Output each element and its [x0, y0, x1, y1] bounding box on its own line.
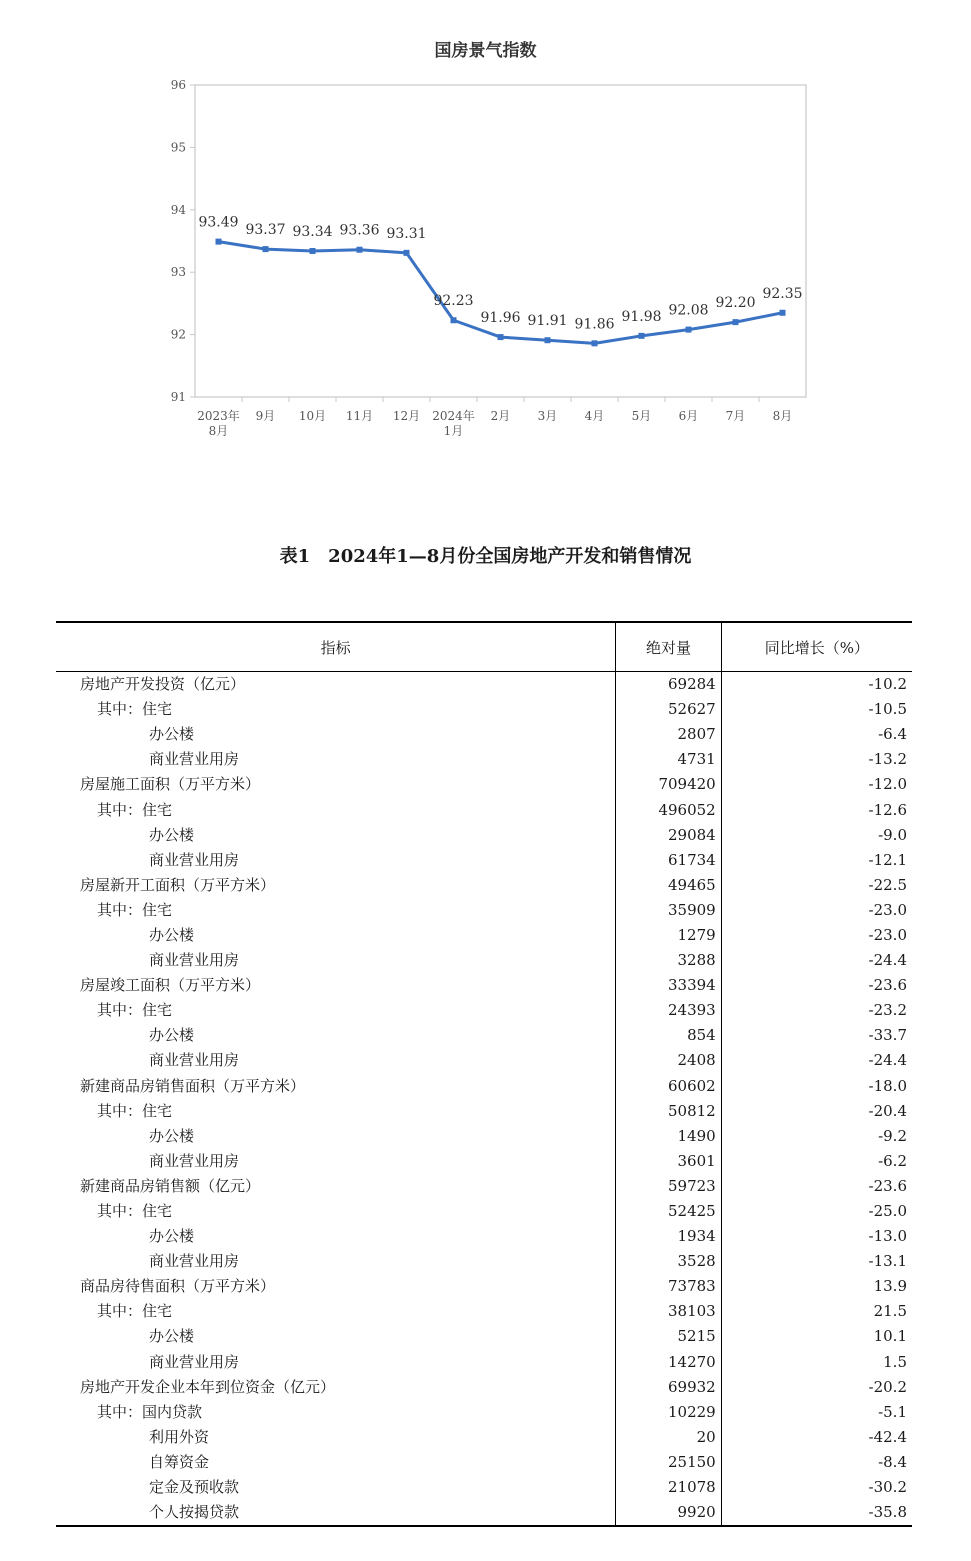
indicator-cell: 商业营业用房 — [149, 850, 240, 869]
absolute-value-cell: 35909 — [616, 898, 722, 923]
x-tick-label: 2月 — [490, 409, 511, 423]
growth-value-cell: -9.0 — [721, 823, 912, 848]
table-row — [56, 1149, 912, 1174]
growth-value-cell: -35.8 — [721, 1500, 912, 1526]
data-point — [263, 246, 269, 252]
absolute-value-cell: 3528 — [616, 1249, 722, 1274]
growth-value-cell: 10.1 — [721, 1324, 912, 1349]
absolute-value-cell: 29084 — [616, 823, 722, 848]
table-row — [56, 923, 912, 948]
table-row — [56, 823, 912, 848]
table-row — [56, 722, 912, 747]
absolute-value-cell: 2408 — [616, 1048, 722, 1073]
header-indicator: 指标 — [56, 622, 616, 672]
indicator-cell: 商业营业用房 — [149, 1252, 240, 1271]
growth-value-cell: -13.2 — [721, 747, 912, 772]
x-tick-label: 3月 — [537, 409, 558, 423]
indicator-cell: 商业营业用房 — [149, 1352, 240, 1371]
growth-value-cell: -8.4 — [721, 1450, 912, 1475]
data-label: 91.98 — [621, 308, 662, 325]
series-line — [219, 242, 783, 344]
table-row — [56, 1074, 912, 1099]
absolute-value-cell: 69932 — [616, 1375, 722, 1400]
growth-value-cell: -5.1 — [721, 1400, 912, 1425]
x-tick-label: 4月 — [584, 409, 605, 423]
data-label: 93.36 — [339, 222, 380, 239]
data-label: 92.08 — [668, 302, 709, 319]
x-tick-label: 5月 — [631, 409, 652, 423]
growth-value-cell: -30.2 — [721, 1475, 912, 1500]
table-row — [56, 672, 912, 698]
line-chart — [0, 0, 971, 460]
table-row — [56, 998, 912, 1023]
growth-value-cell: -6.2 — [721, 1149, 912, 1174]
absolute-value-cell: 52425 — [616, 1199, 722, 1224]
x-tick-label: 7月 — [725, 409, 746, 423]
indicator-cell: 其中：住宅 — [97, 1001, 173, 1020]
indicator-cell: 办公楼 — [149, 925, 195, 944]
growth-value-cell: -23.0 — [721, 923, 912, 948]
table-row — [56, 1324, 912, 1349]
growth-value-cell: -23.6 — [721, 1174, 912, 1199]
data-point — [733, 319, 739, 325]
growth-value-cell: -24.4 — [721, 1048, 912, 1073]
data-point — [404, 250, 410, 256]
table-body — [56, 672, 912, 1527]
table-row — [56, 1124, 912, 1149]
absolute-value-cell: 69284 — [616, 672, 722, 698]
absolute-value-cell: 496052 — [616, 797, 722, 822]
absolute-value-cell: 10229 — [616, 1400, 722, 1425]
absolute-value-cell: 709420 — [616, 772, 722, 797]
absolute-value-cell: 73783 — [616, 1274, 722, 1299]
table-row — [56, 1249, 912, 1274]
y-tick-label: 94 — [170, 202, 186, 217]
indicator-cell: 办公楼 — [149, 825, 195, 844]
absolute-value-cell: 24393 — [616, 998, 722, 1023]
absolute-value-cell: 1490 — [616, 1124, 722, 1149]
data-point — [592, 340, 598, 346]
table-row — [56, 1099, 912, 1124]
indicator-cell: 其中：住宅 — [97, 800, 173, 819]
indicator-cell: 房地产开发企业本年到位资金（亿元） — [80, 1377, 336, 1396]
absolute-value-cell: 21078 — [616, 1475, 722, 1500]
x-tick-label: 6月 — [678, 409, 699, 423]
absolute-value-cell: 4731 — [616, 747, 722, 772]
growth-value-cell: -24.4 — [721, 948, 912, 973]
header-absolute: 绝对量 — [616, 622, 722, 672]
absolute-value-cell: 33394 — [616, 973, 722, 998]
indicator-cell: 办公楼 — [149, 1126, 195, 1145]
absolute-value-cell: 38103 — [616, 1299, 722, 1324]
table-row — [56, 797, 912, 822]
table-row — [56, 697, 912, 722]
growth-value-cell: -18.0 — [721, 1074, 912, 1099]
absolute-value-cell: 854 — [616, 1023, 722, 1048]
table-row — [56, 1400, 912, 1425]
growth-value-cell: -12.6 — [721, 797, 912, 822]
indicator-cell: 商业营业用房 — [149, 1151, 240, 1170]
data-label: 92.35 — [762, 285, 803, 302]
indicator-cell: 利用外资 — [149, 1427, 210, 1446]
data-label: 91.91 — [527, 313, 568, 330]
growth-value-cell: -12.0 — [721, 772, 912, 797]
table-row — [56, 772, 912, 797]
table-row — [56, 1199, 912, 1224]
absolute-value-cell: 59723 — [616, 1174, 722, 1199]
data-label: 93.37 — [245, 222, 286, 239]
growth-value-cell: -22.5 — [721, 873, 912, 898]
growth-value-cell: -23.2 — [721, 998, 912, 1023]
absolute-value-cell: 1934 — [616, 1224, 722, 1249]
indicator-cell: 商业营业用房 — [149, 1051, 240, 1070]
indicator-cell: 房屋竣工面积（万平方米） — [80, 976, 261, 995]
indicator-cell: 定金及预收款 — [149, 1478, 240, 1497]
indicator-cell: 商业营业用房 — [149, 750, 240, 769]
table-header-row — [56, 622, 912, 672]
growth-value-cell: -10.2 — [721, 672, 912, 698]
table-row — [56, 1174, 912, 1199]
data-point — [686, 327, 692, 333]
indicator-cell: 自筹资金 — [149, 1452, 210, 1471]
table-title: 表1 2024年1—8月份全国房地产开发和销售情况 — [279, 546, 692, 567]
absolute-value-cell: 49465 — [616, 873, 722, 898]
growth-value-cell: 21.5 — [721, 1299, 912, 1324]
x-tick-label: 12月 — [392, 409, 421, 423]
data-point — [216, 239, 222, 245]
indicator-cell: 商业营业用房 — [149, 951, 240, 970]
absolute-value-cell: 14270 — [616, 1350, 722, 1375]
header-growth: 同比增长（%） — [721, 622, 912, 672]
data-point — [310, 248, 316, 254]
x-tick-label: 2024年 1月 — [432, 409, 475, 438]
x-tick-label: 9月 — [255, 409, 276, 423]
indicator-cell: 办公楼 — [149, 1026, 195, 1045]
growth-value-cell: -23.6 — [721, 973, 912, 998]
table-row — [56, 1299, 912, 1324]
indicator-cell: 其中：住宅 — [97, 1302, 173, 1321]
absolute-value-cell: 20 — [616, 1425, 722, 1450]
indicator-cell: 其中：住宅 — [97, 1101, 173, 1120]
indicator-cell: 办公楼 — [149, 725, 195, 744]
data-point — [498, 334, 504, 340]
growth-value-cell: -20.4 — [721, 1099, 912, 1124]
indicator-cell: 其中：国内贷款 — [97, 1402, 203, 1421]
absolute-value-cell: 3288 — [616, 948, 722, 973]
x-tick-label: 11月 — [345, 409, 374, 423]
indicator-cell: 办公楼 — [149, 1327, 195, 1346]
absolute-value-cell: 60602 — [616, 1074, 722, 1099]
table-row — [56, 898, 912, 923]
absolute-value-cell: 9920 — [616, 1500, 722, 1526]
indicator-cell: 新建商品房销售额（亿元） — [80, 1176, 261, 1195]
absolute-value-cell: 1279 — [616, 923, 722, 948]
data-label: 91.86 — [574, 316, 615, 333]
absolute-value-cell: 25150 — [616, 1450, 722, 1475]
indicator-cell: 房地产开发投资（亿元） — [80, 675, 246, 694]
data-label: 91.96 — [480, 310, 521, 327]
indicator-cell: 其中：住宅 — [97, 900, 173, 919]
indicator-cell: 其中：住宅 — [97, 1202, 173, 1221]
growth-value-cell: -20.2 — [721, 1375, 912, 1400]
plot-frame — [195, 85, 806, 397]
data-label: 93.31 — [386, 225, 427, 242]
y-tick-label: 92 — [170, 327, 186, 342]
x-tick-label: 10月 — [298, 409, 327, 423]
table-row — [56, 973, 912, 998]
table-row — [56, 1475, 912, 1500]
absolute-value-cell: 50812 — [616, 1099, 722, 1124]
data-label: 92.23 — [433, 293, 474, 310]
data-point — [545, 337, 551, 343]
absolute-value-cell: 2807 — [616, 722, 722, 747]
data-point — [639, 333, 645, 339]
growth-value-cell: -23.0 — [721, 898, 912, 923]
indicator-cell: 其中：住宅 — [97, 700, 173, 719]
table-row — [56, 873, 912, 898]
table-row — [56, 1450, 912, 1475]
indicator-cell: 商品房待售面积（万平方米） — [80, 1277, 276, 1296]
table-row — [56, 1274, 912, 1299]
table-row — [56, 1224, 912, 1249]
table-row — [56, 1375, 912, 1400]
absolute-value-cell: 61734 — [616, 848, 722, 873]
data-point — [357, 247, 363, 253]
chart-area — [0, 0, 971, 460]
table-row — [56, 1500, 912, 1526]
indicator-cell: 办公楼 — [149, 1227, 195, 1246]
growth-value-cell: -25.0 — [721, 1199, 912, 1224]
data-label: 93.49 — [198, 214, 239, 231]
data-table — [56, 621, 912, 1527]
y-tick-label: 93 — [170, 265, 186, 280]
growth-value-cell: -10.5 — [721, 697, 912, 722]
table-row — [56, 1023, 912, 1048]
data-label: 92.20 — [715, 295, 756, 312]
table-row — [56, 1350, 912, 1375]
table-row — [56, 1048, 912, 1073]
table-row — [56, 948, 912, 973]
y-tick-label: 96 — [170, 78, 186, 92]
table-row — [56, 1425, 912, 1450]
data-point — [451, 317, 457, 323]
growth-value-cell: -42.4 — [721, 1425, 912, 1450]
y-tick-label: 91 — [170, 390, 186, 404]
indicator-cell: 个人按揭贷款 — [56, 1500, 616, 1526]
growth-value-cell: -6.4 — [721, 722, 912, 747]
growth-value-cell: 1.5 — [721, 1350, 912, 1375]
table-row — [56, 747, 912, 772]
indicator-cell: 房屋施工面积（万平方米） — [80, 775, 261, 794]
data-point — [780, 310, 786, 316]
growth-value-cell: -12.1 — [721, 848, 912, 873]
absolute-value-cell: 52627 — [616, 697, 722, 722]
indicator-cell: 新建商品房销售面积（万平方米） — [80, 1076, 306, 1095]
indicator-cell: 房屋新开工面积（万平方米） — [80, 875, 276, 894]
y-tick-label: 95 — [170, 140, 186, 155]
data-label: 93.34 — [292, 223, 333, 240]
table-row — [56, 848, 912, 873]
growth-value-cell: 13.9 — [721, 1274, 912, 1299]
growth-value-cell: -9.2 — [721, 1124, 912, 1149]
growth-value-cell: -33.7 — [721, 1023, 912, 1048]
x-tick-label: 2023年 8月 — [197, 409, 240, 438]
absolute-value-cell: 5215 — [616, 1324, 722, 1349]
growth-value-cell: -13.0 — [721, 1224, 912, 1249]
absolute-value-cell: 3601 — [616, 1149, 722, 1174]
chart-title: 国房景气指数 — [434, 41, 537, 61]
x-tick-label: 8月 — [772, 409, 793, 423]
growth-value-cell: -13.1 — [721, 1249, 912, 1274]
